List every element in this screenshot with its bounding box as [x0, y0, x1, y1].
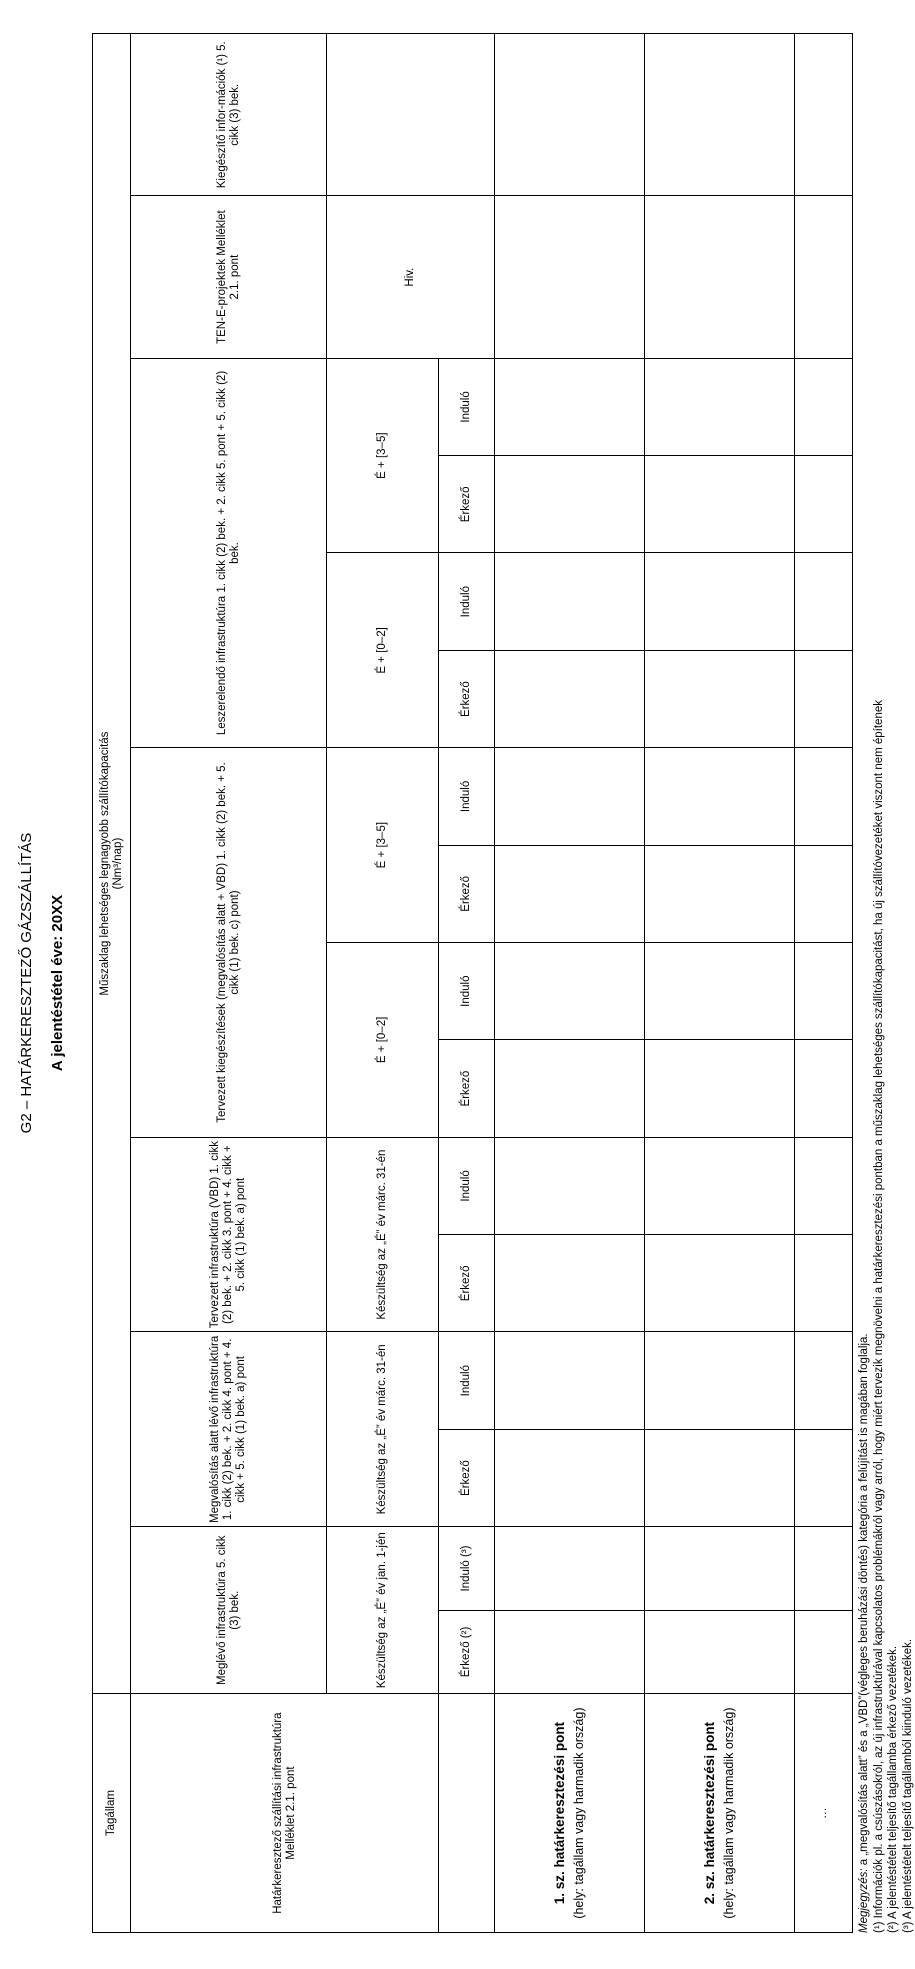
border-point-location: (hely: tagállam vagy harmadik ország): [571, 1707, 586, 1919]
ref-cell: Hiv.: [327, 196, 495, 358]
ready-mar-header-1: Készültség az „É” év márc. 31-én: [327, 1332, 439, 1527]
table-cell: [645, 748, 795, 845]
page-title: G2 – HATÁRKERESZTEZŐ GÁZSZÁLLÍTÁS: [18, 832, 35, 1134]
table-cell: [795, 1332, 853, 1429]
remark-text: a „megvalósítás alatt” és a „VBD”(végleges beruházási döntés) kategória a felújítást is magában foglalja.: [858, 1333, 870, 1869]
arriving-header: Érkező: [439, 845, 495, 942]
remark-label: Megjegyzés:: [858, 1868, 870, 1933]
table-cell: [795, 1040, 853, 1137]
table-cell: [495, 1610, 645, 1693]
footnote-1: (¹) Információk pl. a csúszásokról, az új infrastruktúrával kapcsolatos problémákról vagy arról, hogy miért tervezik megnövelni a határkeresztezési pontban a műszaklag lehetséges szállítókapacitást, ha új szállítóvezetéket viszont nem építenek: [872, 700, 885, 1933]
table-cell: [795, 943, 853, 1040]
header-row-2: [131, 34, 327, 1933]
table-cell: [795, 196, 853, 358]
remark-note: [857, 33, 872, 1933]
table-cell: [795, 1527, 853, 1610]
table-cell: [495, 845, 645, 942]
planned-supplements-header: Tervezett kiegészítések (megvalósítás alatt + VBD) 1. cikk (2) bek. + 5. cikk (1) bek. c) pont): [131, 748, 327, 1138]
table-cell: [795, 553, 853, 650]
table-cell: [795, 845, 853, 942]
capacity-header-title: Műszaklag lehetséges legnagyobb szállítókapacitás: [98, 731, 111, 996]
infra-label-cell: Határkeresztező szállítási infrastruktúra Melléklet 2.1. pont: [131, 1694, 439, 1933]
table-cell: [645, 845, 795, 942]
departing-header: Induló: [439, 1137, 495, 1234]
capacity-table: [92, 33, 853, 1933]
table-cell: [795, 1610, 853, 1693]
table-cell: [795, 748, 853, 845]
table-cell: [645, 196, 795, 358]
table-cell: [795, 34, 853, 196]
table-cell: [645, 1610, 795, 1693]
table-cell: [495, 650, 645, 747]
table-cell: [645, 1429, 795, 1526]
table-cell: [495, 1332, 645, 1429]
planned-vbd-header: Tervezett infrastruktúra (VBD) 1. cikk (2) bek. + 2. cikk 3. pont + 4. cikk + 5. cikk (1) bek. a) pont: [131, 1137, 327, 1332]
table-cell: [495, 748, 645, 845]
departing-header: Induló: [439, 943, 495, 1040]
table-cell: [645, 1332, 795, 1429]
table-cell: [795, 650, 853, 747]
arriving-header: Érkező: [439, 456, 495, 553]
table-cell: [495, 196, 645, 358]
table-cell: [795, 358, 853, 455]
capacity-header-unit: (Nm³/nap): [111, 837, 124, 890]
year-range-3-5-b: É + [3–5]: [327, 358, 439, 553]
arriving-header: Érkező: [439, 650, 495, 747]
document-page: [18, 33, 914, 1933]
table-cell: [795, 1429, 853, 1526]
border-point-location: (hely: tagállam vagy harmadik ország): [721, 1707, 736, 1919]
departing-header: Induló: [439, 1332, 495, 1429]
additional-info-empty: [327, 34, 495, 196]
additional-info-header: Kiegészítő infor-mációk (¹) 5. cikk (3) bek.: [131, 34, 327, 196]
reporting-year: A jelentéstétel éve: 20XX: [49, 894, 66, 1072]
departing-header: Induló (³): [439, 1527, 495, 1610]
arriving-header: Érkező (²): [439, 1610, 495, 1693]
table-cell: [795, 456, 853, 553]
row-label-2: [645, 1694, 795, 1933]
table-cell: [495, 553, 645, 650]
table-cell: [645, 1137, 795, 1234]
table-cell: [645, 553, 795, 650]
table-cell: [645, 34, 795, 196]
footnotes: [857, 33, 915, 1933]
year-range-3-5-a: É + [3–5]: [327, 748, 439, 943]
header-row-1: [93, 34, 131, 1933]
table-cell: [645, 943, 795, 1040]
table-row: [645, 34, 795, 1933]
departing-header: Induló: [439, 358, 495, 455]
infra-empty-cell: [439, 1694, 495, 1933]
header-row-3: [327, 34, 439, 1933]
table-cell: [495, 1527, 645, 1610]
table-cell: [495, 1429, 645, 1526]
border-point-title: 1. sz. határkeresztezési pont: [551, 1721, 567, 1905]
table-row: [795, 34, 853, 1933]
table-cell: [495, 1137, 645, 1234]
table-cell: [495, 34, 645, 196]
state-header: Tagállam: [93, 1694, 131, 1933]
table-cell: [495, 456, 645, 553]
departing-header: Induló: [439, 553, 495, 650]
footnote-2: (²) A jelentéstételt teljesítő tagállamba érkező vezetékek.: [887, 1645, 899, 1933]
table-cell: [495, 1235, 645, 1332]
table-cell: [495, 358, 645, 455]
table-cell: [645, 650, 795, 747]
footnote-3: (³) A jelentéstételt teljesítő tagállamból kiinduló vezetékek.: [901, 1638, 914, 1933]
table-cell: [795, 1235, 853, 1332]
existing-infra-header: Meglévő infrastruktúra 5. cikk (3) bek.: [131, 1527, 327, 1694]
table-cell: [645, 456, 795, 553]
arriving-header: Érkező: [439, 1429, 495, 1526]
year-range-0-2-b: É + [0–2]: [327, 553, 439, 748]
year-range-0-2-a: É + [0–2]: [327, 943, 439, 1138]
dismantled-infra-header: Leszerelendő infrastruktúra 1. cikk (2) bek. + 2. cikk 5. pont + 5. cikk (2) bek.: [131, 358, 327, 748]
ellipsis-row-label: …: [795, 1694, 853, 1933]
arriving-header: Érkező: [439, 1235, 495, 1332]
table-row: [495, 34, 645, 1933]
table-cell: [495, 943, 645, 1040]
capacity-header: [93, 34, 131, 1694]
border-point-title: 2. sz. határkeresztezési pont: [701, 1721, 717, 1905]
under-construction-header: Megvalósítás alatt lévő infrastruktúra 1. cikk (2) bek. + 2. cikk 4. pont + 4. cikk + 5. cikk (1) bek. a) pont: [131, 1332, 327, 1527]
ready-mar-header-2: Készültség az „É” év márc. 31-én: [327, 1137, 439, 1332]
table-cell: [495, 1040, 645, 1137]
ready-jan-header: Készültség az „É” év jan. 1-jén: [327, 1527, 439, 1694]
table-cell: [645, 1040, 795, 1137]
table-cell: [645, 1235, 795, 1332]
arriving-header: Érkező: [439, 1040, 495, 1137]
table-cell: [645, 1527, 795, 1610]
row-label-1: [495, 1694, 645, 1933]
table-cell: [795, 1137, 853, 1234]
table-cell: [645, 358, 795, 455]
ten-e-header: TEN-E-projektek Melléklet 2.1. pont: [131, 196, 327, 358]
departing-header: Induló: [439, 748, 495, 845]
